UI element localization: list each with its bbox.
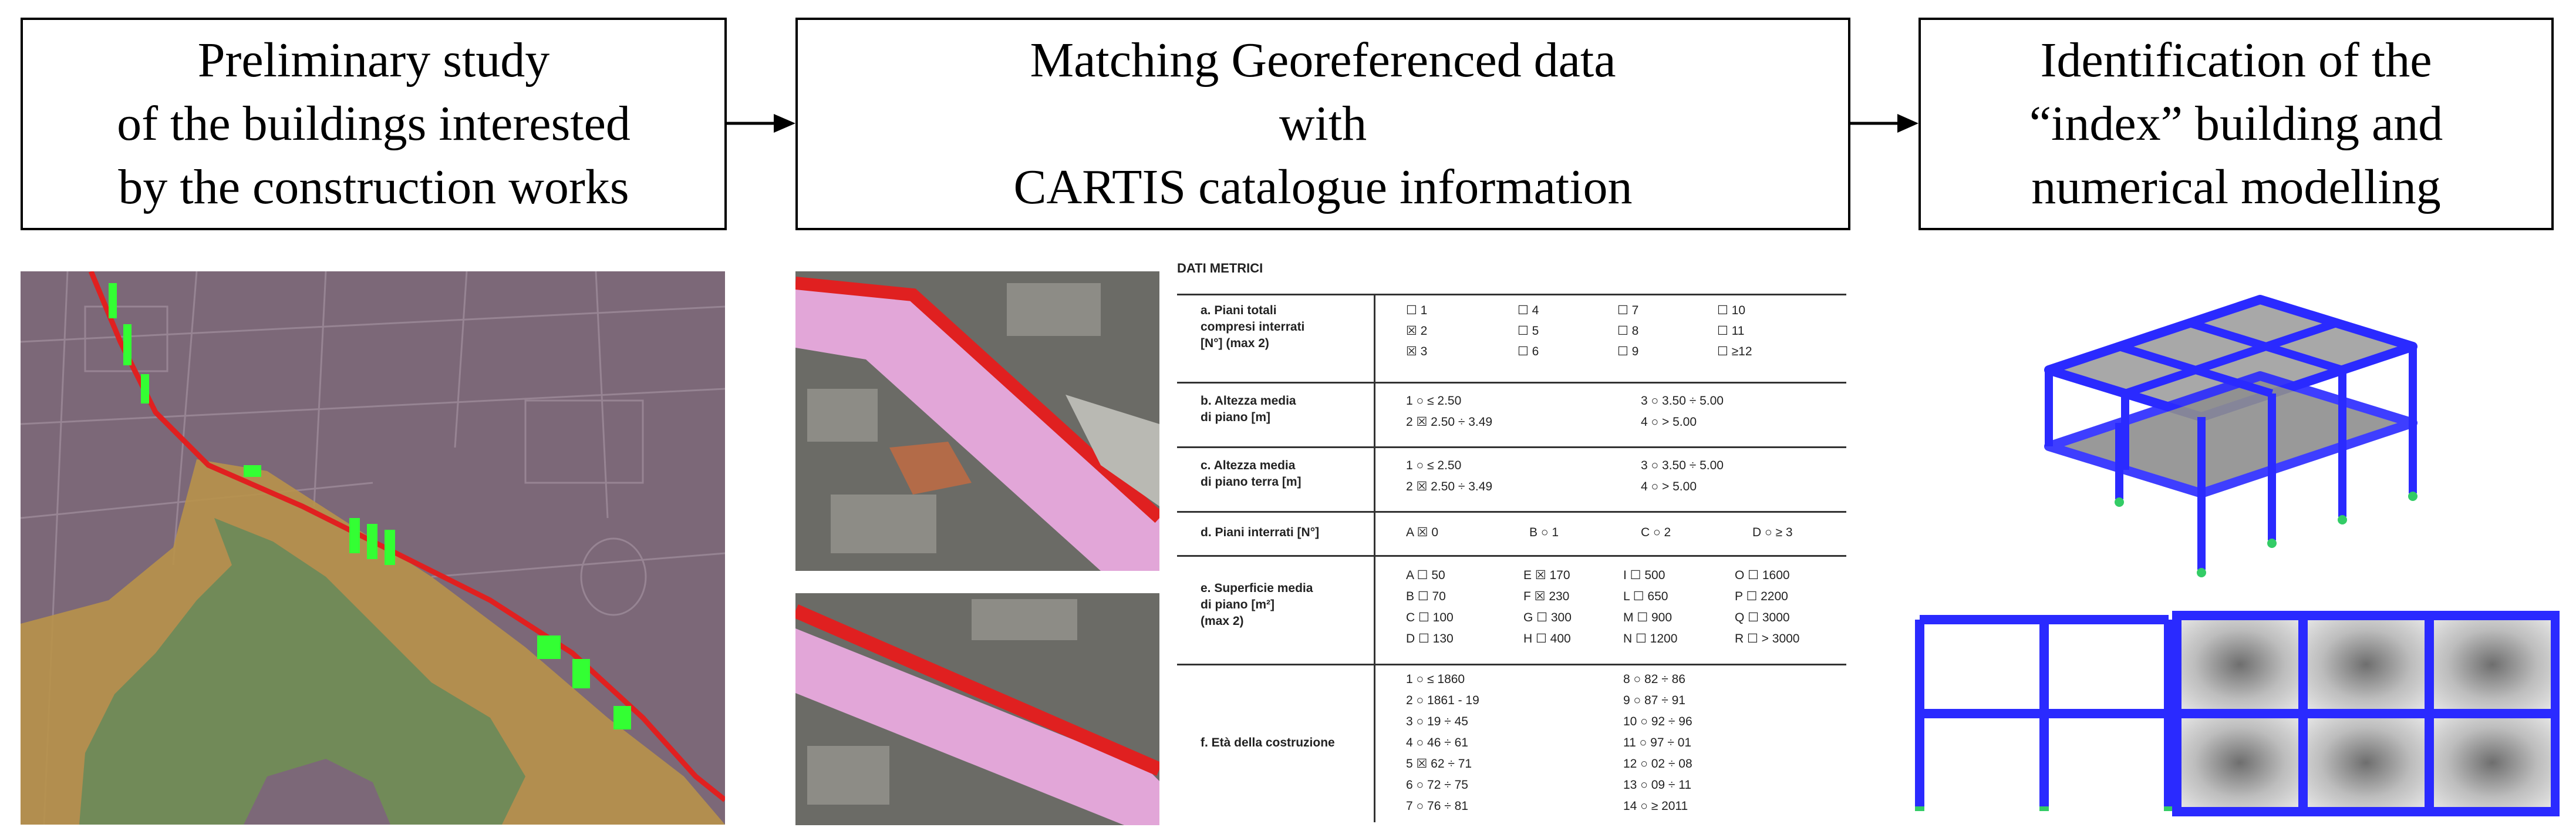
row-label-line: (max 2) [1201, 614, 1244, 628]
arrow-1-to-2 [727, 112, 795, 135]
option[interactable]: M ☐ 900 [1623, 611, 1673, 624]
step-1-line-3: by the construction works [118, 160, 629, 214]
cartis-form [1177, 258, 1846, 822]
option[interactable]: B ○ 1 [1529, 526, 1559, 539]
option[interactable]: 4 ○ > 5.00 [1641, 480, 1697, 493]
option[interactable]: I ☐ 500 [1623, 569, 1665, 582]
option[interactable]: Q ☐ 3000 [1735, 611, 1790, 624]
form-title: DATI METRICI [1177, 261, 1263, 275]
row-label-line: [N°] (max 2) [1201, 337, 1269, 350]
aerial-view-top [795, 271, 1159, 571]
step-box-2 [795, 18, 1850, 230]
option[interactable]: A ☒ 0 [1406, 526, 1439, 539]
form-row-e [1177, 555, 1846, 665]
aerial-view-bottom [795, 593, 1159, 825]
option[interactable]: 1 ○ ≤ 2.50 [1406, 394, 1462, 408]
option[interactable]: ☐ 11 [1717, 324, 1745, 338]
option[interactable]: ☐ ≥12 [1717, 345, 1752, 358]
option[interactable]: 11 ○ 97 ÷ 01 [1623, 736, 1692, 749]
option[interactable]: ☐ 4 [1518, 304, 1539, 317]
form-row-f [1177, 664, 1846, 824]
step-2-line-3: CARTIS catalogue information [1013, 160, 1633, 214]
arrow-2-to-3 [1850, 112, 1918, 135]
option[interactable]: 12 ○ 02 ÷ 08 [1623, 757, 1692, 771]
form-row-a [1177, 294, 1846, 384]
step-3-line-1: Identification of the [2040, 33, 2432, 88]
step-1-line-1: Preliminary study [197, 33, 550, 88]
option[interactable]: C ☐ 100 [1406, 611, 1454, 624]
option[interactable]: 1 ○ ≤ 2.50 [1406, 459, 1462, 472]
form-row-d [1177, 511, 1846, 557]
option[interactable]: C ○ 2 [1641, 526, 1671, 539]
option[interactable]: D ☐ 130 [1406, 632, 1454, 645]
option[interactable]: 3 ○ 3.50 ÷ 5.00 [1641, 394, 1724, 408]
option[interactable]: 4 ○ > 5.00 [1641, 415, 1697, 429]
option[interactable]: R ☐ > 3000 [1735, 632, 1800, 645]
row-d-label [1201, 524, 1319, 541]
option[interactable]: ☐ 1 [1406, 304, 1428, 317]
row-label-line: compresi interrati [1201, 320, 1305, 334]
step-2-line-2: with [1279, 96, 1367, 151]
option[interactable]: 5 ☒ 62 ÷ 71 [1406, 757, 1472, 771]
option[interactable]: 4 ○ 46 ÷ 61 [1406, 736, 1468, 749]
form-row-c [1177, 446, 1846, 513]
option[interactable]: 2 ☒ 2.50 ÷ 3.49 [1406, 415, 1493, 429]
structural-3d-model [2037, 276, 2425, 599]
option[interactable]: E ☒ 170 [1523, 569, 1570, 582]
option[interactable]: N ☐ 1200 [1623, 632, 1678, 645]
step-2-line-1: Matching Georeferenced data [1030, 33, 1616, 88]
row-label-line: di piano terra [m] [1201, 475, 1302, 489]
frame-elevation [1915, 611, 2173, 816]
option[interactable]: 9 ○ 87 ÷ 91 [1623, 694, 1685, 707]
option[interactable]: L ☐ 650 [1623, 590, 1668, 603]
option[interactable]: D ○ ≥ 3 [1752, 526, 1793, 539]
option[interactable]: ☐ 7 [1617, 304, 1639, 317]
step-3-line-2: “index” building and [2029, 96, 2443, 151]
step-box-3 [1918, 18, 2554, 230]
option[interactable]: 10 ○ 92 ÷ 96 [1623, 715, 1692, 728]
option[interactable]: ☒ 3 [1406, 345, 1428, 358]
option[interactable]: B ☐ 70 [1406, 590, 1446, 603]
row-b-label [1201, 393, 1296, 426]
option[interactable]: 8 ○ 82 ÷ 86 [1623, 672, 1685, 686]
row-e-label [1201, 580, 1313, 630]
row-label-line: c. Altezza media [1201, 459, 1296, 472]
option[interactable]: A ☐ 50 [1406, 569, 1445, 582]
option[interactable]: P ☐ 2200 [1735, 590, 1788, 603]
option[interactable]: ☐ 9 [1617, 345, 1639, 358]
row-f-label [1201, 735, 1335, 751]
row-label-line: e. Superficie media [1201, 581, 1313, 595]
row-label-line: di piano [m²] [1201, 598, 1274, 611]
option[interactable]: 1 ○ ≤ 1860 [1406, 672, 1465, 686]
option[interactable]: 3 ○ 3.50 ÷ 5.00 [1641, 459, 1724, 472]
option[interactable]: ☐ 10 [1717, 304, 1746, 317]
option[interactable]: ☐ 5 [1518, 324, 1539, 338]
row-label-line: a. Piani totali [1201, 304, 1277, 317]
option[interactable]: 3 ○ 19 ÷ 45 [1406, 715, 1468, 728]
form-row-b [1177, 382, 1846, 448]
option[interactable]: ☐ 6 [1518, 345, 1539, 358]
option[interactable]: 13 ○ 09 ÷ 11 [1623, 778, 1692, 792]
option[interactable]: 2 ☒ 2.50 ÷ 3.49 [1406, 480, 1493, 493]
row-label-line: b. Altezza media [1201, 394, 1296, 408]
option[interactable]: 7 ○ 76 ÷ 81 [1406, 799, 1468, 813]
option[interactable]: 14 ○ ≥ 2011 [1623, 799, 1688, 813]
row-label-line: di piano [m] [1201, 411, 1270, 424]
row-label-line: d. Piani interrati [N°] [1201, 526, 1320, 539]
step-3-line-3: numerical modelling [2031, 160, 2441, 214]
option[interactable]: ☐ 8 [1617, 324, 1639, 338]
row-c-label [1201, 458, 1302, 490]
step-box-1 [21, 18, 727, 230]
option[interactable]: ☒ 2 [1406, 324, 1428, 338]
option[interactable]: O ☐ 1600 [1735, 569, 1790, 582]
option[interactable]: G ☐ 300 [1523, 611, 1572, 624]
slab-plan [2172, 611, 2560, 816]
option[interactable]: H ☐ 400 [1523, 632, 1571, 645]
row-label-line: f. Età della costruzione [1201, 736, 1335, 749]
option[interactable]: F ☒ 230 [1523, 590, 1570, 603]
option[interactable]: 6 ○ 72 ÷ 75 [1406, 778, 1468, 792]
row-a-label [1201, 302, 1304, 352]
step-1-line-2: of the buildings interested [117, 96, 630, 151]
zoning-map [21, 271, 725, 825]
option[interactable]: 2 ○ 1861 - 19 [1406, 694, 1479, 707]
